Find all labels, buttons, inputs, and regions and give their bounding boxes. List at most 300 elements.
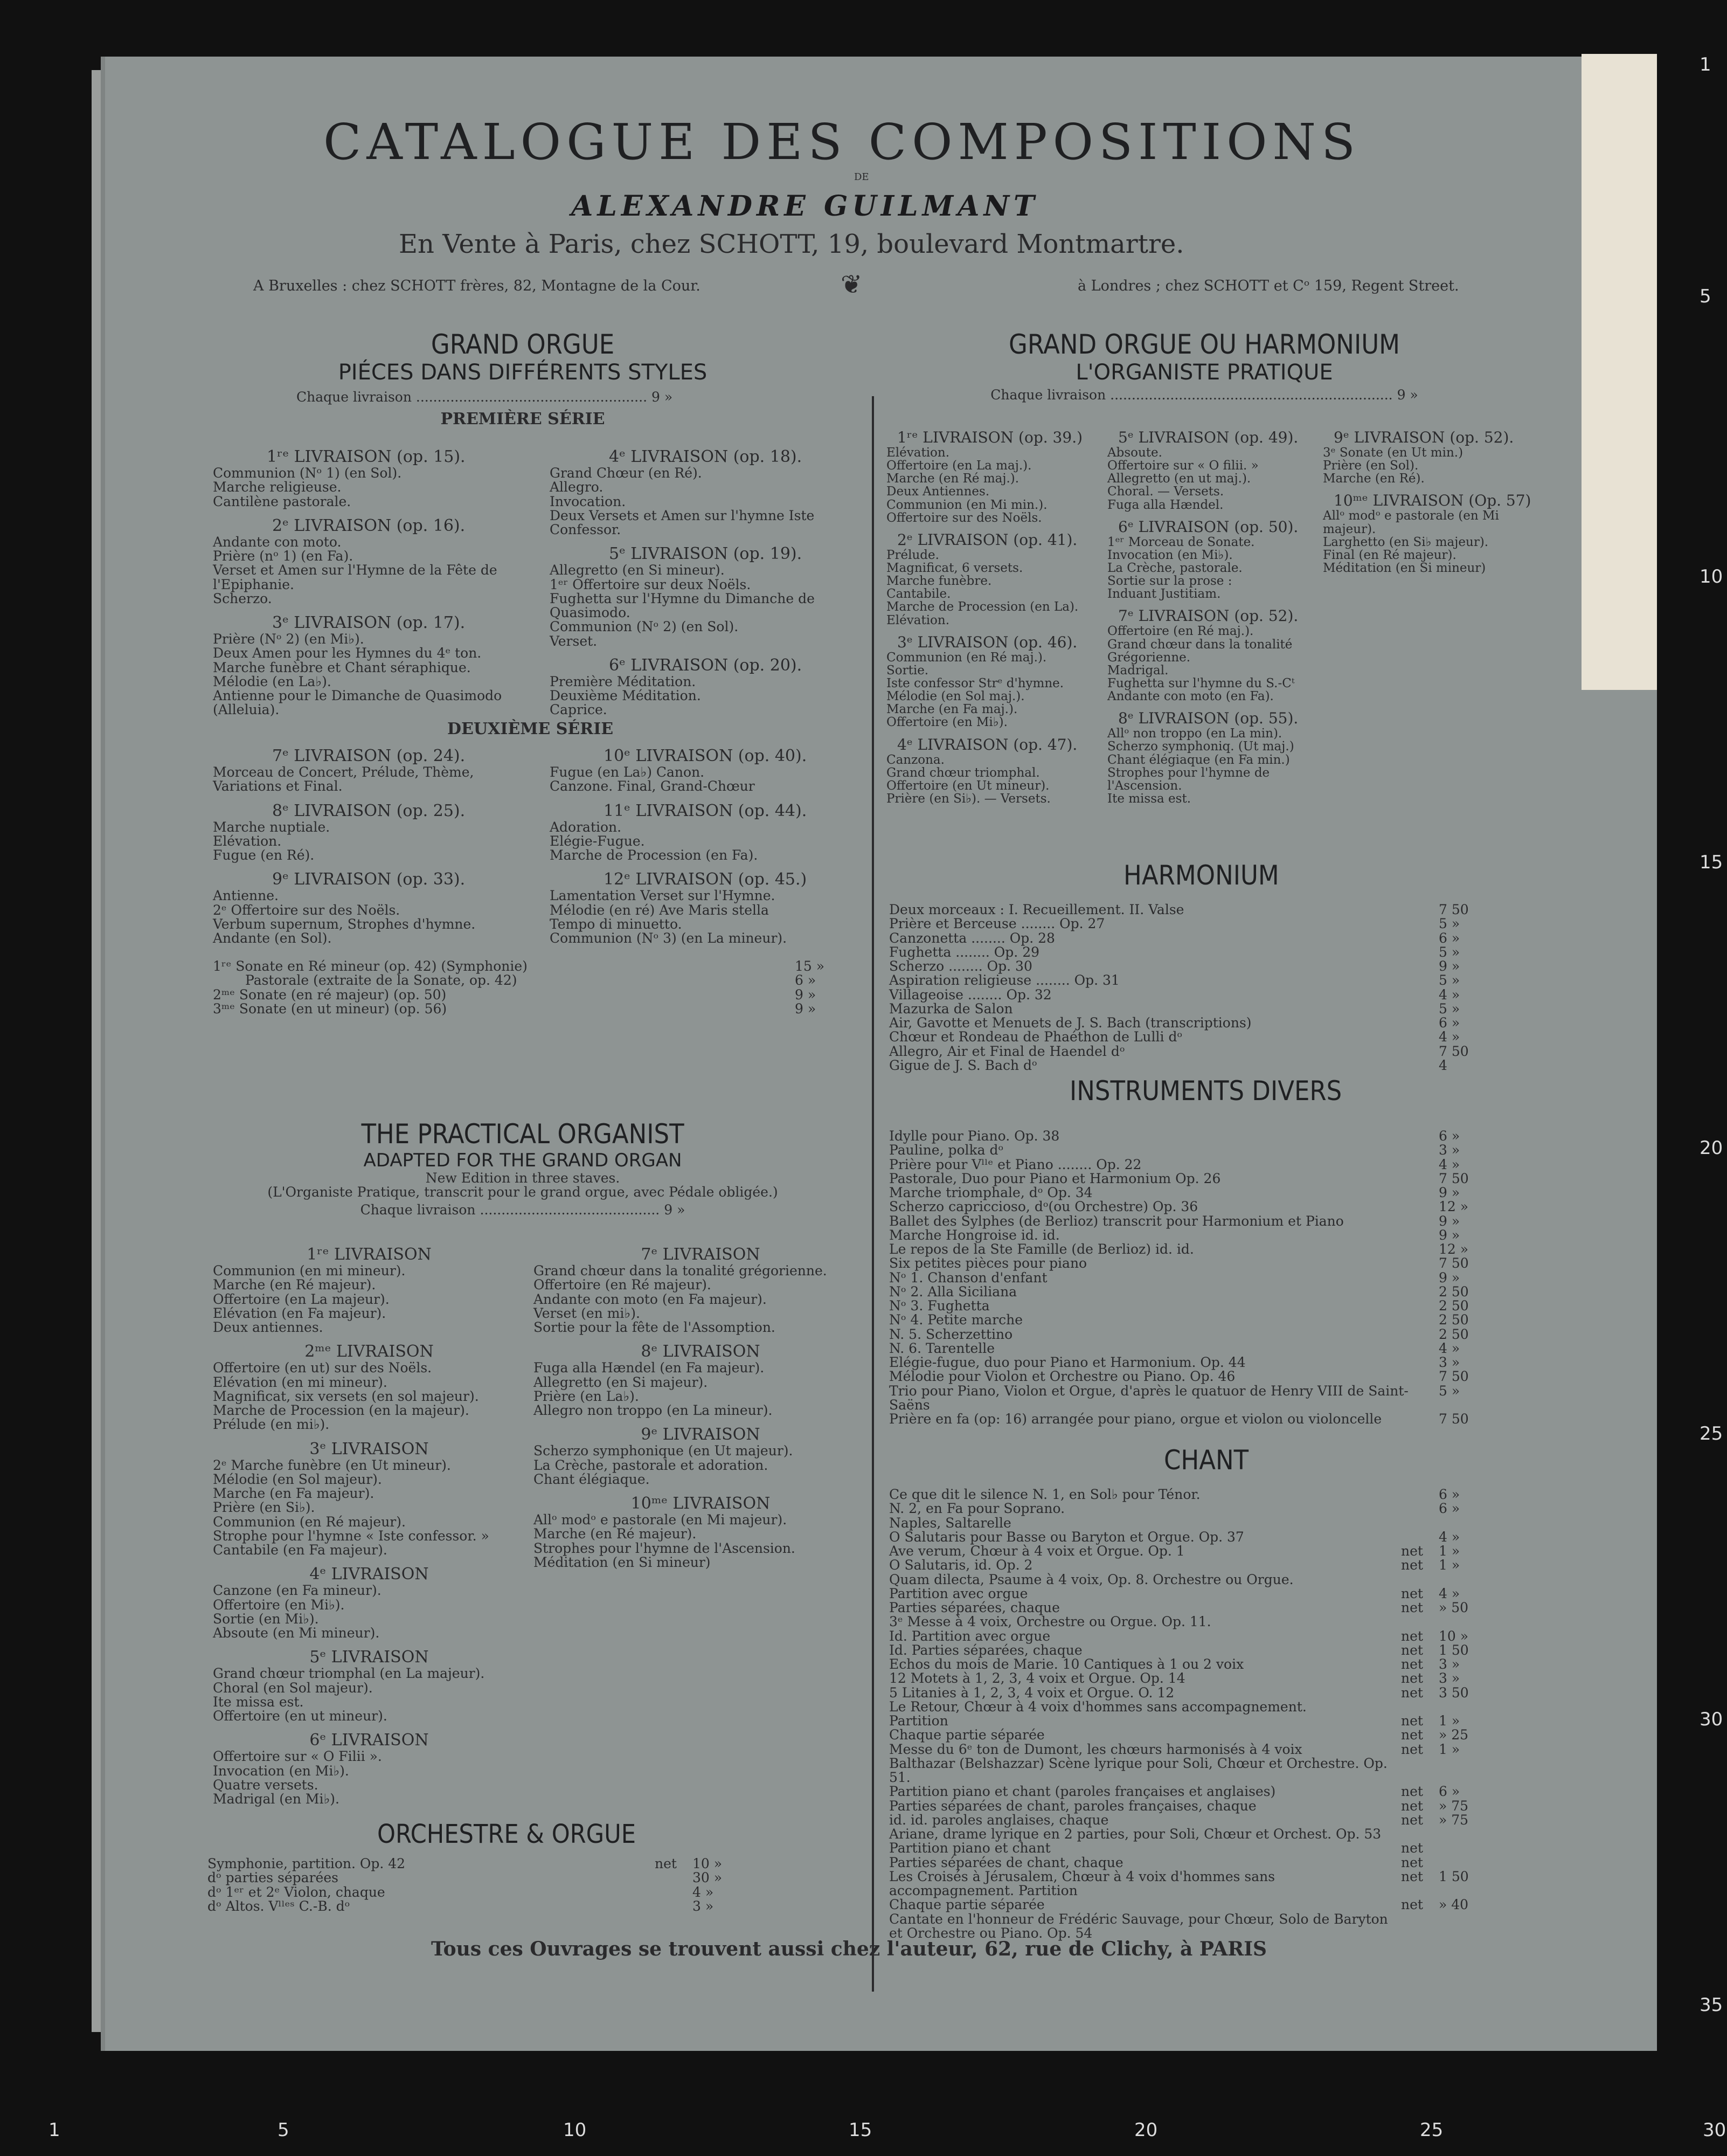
list-item: Sortie sur la prose :	[1107, 574, 1232, 589]
item-price: 1 »	[1439, 1741, 1460, 1757]
item-title: Villageoise ........ Op. 32	[889, 986, 1052, 1003]
item-price: 6 »	[1439, 1487, 1460, 1502]
list-item: Prière (en Sol).	[1323, 459, 1419, 473]
go-livraison-10: 10ᵉ LIVRAISON (op. 40).	[604, 747, 807, 765]
list-item: Strophes pour l'hymne de l'Ascension.	[533, 1540, 795, 1556]
price-row	[889, 1030, 1503, 1044]
list-item: Andante con moto.	[213, 534, 342, 550]
item-price: 4	[1439, 1057, 1447, 1073]
item-title: Le Retour, Chœur à 4 voix d'hommes sans accompagnement.	[889, 1698, 1307, 1715]
net-label: net	[1401, 1741, 1423, 1757]
item-price: 4 »	[1439, 1529, 1460, 1545]
item-price: 3 »	[692, 1898, 714, 1914]
organiste-heading: GRAND ORGUE OU HARMONIUM	[1009, 329, 1400, 360]
price-row	[889, 1686, 1503, 1700]
price-row	[889, 1328, 1503, 1342]
list-item: Offertoire (en ut) sur des Noëls.	[213, 1360, 432, 1376]
price-row	[889, 1615, 1503, 1629]
sonate-row	[213, 973, 859, 987]
go-right-col-1	[550, 447, 868, 717]
list-item: Offertoire (en Mi♭).	[886, 715, 1008, 730]
practical-livraison: 8ᵉ LIVRAISON	[641, 1342, 760, 1362]
item-price: 2 50	[1439, 1326, 1469, 1342]
practical-subheading: ADAPTED FOR THE GRAND ORGAN	[363, 1150, 682, 1171]
list-item: Allᵒ non troppo (en La min).	[1107, 727, 1282, 741]
grand-orgue-price-line: Chaque livraison ...................................................... 9 »	[296, 389, 673, 405]
item-title: Canzonetta ........ Op. 28	[889, 930, 1055, 946]
price-row	[889, 1558, 1503, 1572]
practical-livraison: 7ᵉ LIVRAISON	[641, 1245, 760, 1264]
item-price: 9 »	[1439, 1227, 1460, 1243]
item-price	[1439, 1856, 1503, 1870]
item-price: 6 »	[1439, 930, 1460, 946]
ruler-label: 20	[1700, 1137, 1723, 1159]
go-list-4	[550, 466, 868, 537]
list-item: Lamentation Verset sur l'Hymne.	[550, 888, 775, 904]
sonate-price: 9 »	[795, 986, 816, 1003]
list-item: Tempo di minuetto.	[550, 916, 682, 932]
price-row	[889, 1643, 1503, 1657]
list-item: Absoute.	[1107, 446, 1162, 460]
list-item: Offertoire (en Mi♭).	[213, 1597, 345, 1613]
price-row	[889, 1356, 1503, 1370]
go-list-8	[213, 820, 525, 863]
item-title: Scherzo ........ Op. 30	[889, 958, 1032, 974]
net-label: net	[1401, 1798, 1423, 1814]
sonate-price: 15 »	[795, 958, 825, 974]
item-price: 4 »	[1439, 1340, 1460, 1356]
item-title: Naples, Saltarelle	[889, 1515, 1011, 1531]
item-title: dᵒ parties séparées	[207, 1870, 338, 1886]
practical-livraison: 6ᵉ LIVRAISON	[309, 1731, 429, 1750]
item-title: Marche triomphale, dᵒ Op. 34	[889, 1185, 1093, 1200]
ruler-label: 30	[1700, 1709, 1723, 1730]
list-item: Allegretto (en Si mineur).	[550, 562, 725, 578]
list-item: Deux Versets et Amen sur l'hymne Iste Confessor.	[550, 507, 815, 537]
list-item: 3ᵉ Sonate (en Ut min.)	[1323, 446, 1464, 460]
net-label	[1401, 1615, 1439, 1629]
item-title: Chaque partie séparée	[889, 1897, 1045, 1913]
net-label: net	[1401, 1727, 1423, 1743]
item-title: N. 6. Tarentelle	[889, 1340, 995, 1356]
list-item: 1ᵉʳ Morceau de Sonate.	[1107, 535, 1255, 549]
practical-livraison: 2ᵐᵉ LIVRAISON	[304, 1342, 434, 1362]
price-row	[207, 1871, 757, 1885]
item-title: Cantate en l'honneur de Frédéric Sauvage, pour Chœur, Solo de Baryton et Orchestre ou Piano. Op. 54	[889, 1911, 1388, 1941]
price-row	[889, 1671, 1503, 1685]
price-row	[889, 1573, 1503, 1587]
net-label: net	[1401, 1713, 1423, 1729]
go-left-col-1	[213, 447, 515, 717]
list-item: Allegro.	[550, 479, 604, 495]
item-price: 5 »	[1439, 916, 1460, 932]
op-col-2	[1107, 429, 1323, 805]
price-value: 9 »	[664, 1201, 685, 1218]
list-item: Adoration.	[550, 819, 622, 835]
list-item: Marche funèbre.	[886, 574, 992, 589]
op-livraison: 9ᵉ LIVRAISON (op. 52).	[1334, 429, 1514, 446]
price-row	[889, 917, 1503, 931]
list-item: Allᵒ modᵒ e pastorale (en Mi majeur).	[533, 1512, 787, 1528]
list-item: Morceau de Concert, Prélude, Thème, Variations et Final.	[213, 764, 474, 794]
list-item: Allᵒ modᵒ e pastorale (en Mi majeur).	[1323, 509, 1499, 536]
item-title: Ave verum, Chœur à 4 voix et Orgue. Op. 1	[889, 1543, 1185, 1559]
price-row	[889, 1158, 1503, 1172]
practical-livraison: 4ᵉ LIVRAISON	[309, 1565, 429, 1584]
list-item: Cantilène pastorale.	[213, 493, 351, 509]
list-item: Marche religieuse.	[213, 479, 342, 495]
instruments-list	[889, 1129, 1503, 1426]
price-row	[889, 1728, 1503, 1742]
go-list-12	[550, 889, 868, 945]
item-price: 7 50	[1439, 902, 1469, 917]
ruler-label: 25	[1700, 1423, 1723, 1445]
list-item: Allegro non troppo (en La mineur).	[533, 1402, 773, 1418]
item-price: 3 50	[1439, 1684, 1469, 1701]
item-price	[1439, 1912, 1503, 1941]
item-price: 7 50	[1439, 1369, 1469, 1385]
price-row	[889, 1757, 1503, 1785]
sonates-list	[213, 959, 859, 1016]
item-title: 12 Motets à 1, 2, 3, 4 voix et Orgue. Op. 14	[889, 1670, 1185, 1687]
price-row	[207, 1899, 757, 1913]
list-item: Offertoire (en La majeur).	[213, 1291, 390, 1307]
price-row	[889, 1172, 1503, 1186]
organiste-subheading: L'ORGANISTE PRATIQUE	[1076, 360, 1333, 385]
item-price: 4 »	[692, 1884, 714, 1900]
list-item: Marche (en Ré majeur).	[533, 1526, 697, 1542]
list-item: Grand chœur triomphal.	[886, 765, 1040, 780]
price-row	[889, 1700, 1503, 1714]
price-row	[889, 1530, 1503, 1544]
item-price	[1439, 1700, 1503, 1714]
price-row	[889, 1200, 1503, 1214]
list-item: Andante con moto (en Fa).	[1107, 689, 1274, 704]
item-price: 4 »	[1439, 1585, 1460, 1601]
practical-livraison: 9ᵉ LIVRAISON	[641, 1425, 760, 1445]
item-price	[1439, 1827, 1503, 1841]
go-livraison-4: 4ᵉ LIVRAISON (op. 18).	[609, 447, 802, 466]
go-livraison-8: 8ᵉ LIVRAISON (op. 25).	[272, 801, 466, 820]
chant-list	[889, 1488, 1503, 1940]
item-price: » 75	[1439, 1798, 1469, 1814]
net-label: net	[1401, 1642, 1423, 1658]
item-price	[1439, 1841, 1503, 1855]
list-item: Offertoire (en Ut mineur).	[886, 778, 1050, 793]
go-livraison-5: 5ᵉ LIVRAISON (op. 19).	[609, 544, 802, 564]
go-livraison-6: 6ᵉ LIVRAISON (op. 20).	[609, 655, 802, 675]
go-livraison-3: 3ᵉ LIVRAISON (op. 17).	[272, 613, 466, 632]
price-row	[207, 1857, 757, 1871]
price-row	[889, 1342, 1503, 1356]
composer-name: ALEXANDRE GUILMANT	[571, 190, 1039, 223]
price-label: Chaque livraison	[990, 387, 1106, 403]
item-price: 7 50	[1439, 1255, 1469, 1272]
price-label: Chaque livraison	[296, 389, 412, 405]
list-item: Magnificat, six versets (en sol majeur).	[213, 1388, 479, 1404]
item-price: 3 »	[1439, 1656, 1460, 1672]
list-item: Deuxième Méditation.	[550, 688, 701, 703]
item-title: Aspiration religieuse ........ Op. 31	[889, 972, 1120, 989]
ruler-label: 15	[849, 2119, 872, 2141]
list-item: Marche (en Ré majeur).	[213, 1277, 376, 1293]
ruler-label: 10	[563, 2119, 587, 2141]
go-list-11	[550, 820, 868, 863]
item-title: N. 2, en Fa pour Soprano.	[889, 1501, 1065, 1517]
net-label: net	[655, 1856, 677, 1871]
list-item: Marche funèbre et Chant séraphique.	[213, 659, 471, 675]
price-row	[889, 1870, 1503, 1898]
item-title: Prière et Berceuse ........ Op. 27	[889, 916, 1105, 932]
item-price: » 25	[1439, 1727, 1469, 1743]
price-row	[889, 1841, 1503, 1855]
list-item: Choral (en Sol majeur).	[213, 1680, 373, 1696]
chant-heading: CHANT	[1164, 1445, 1249, 1476]
list-item: Invocation (en Mi♭).	[213, 1763, 349, 1779]
list-item: Offertoire sur des Noëls.	[886, 510, 1042, 525]
item-price: 3 »	[1439, 1670, 1460, 1687]
ruler-label: 35	[1700, 1994, 1723, 2016]
list-item: Allegretto (en ut maj.).	[1107, 472, 1251, 486]
list-item: Marche (en Ré).	[1323, 472, 1425, 486]
list-item: Verbum supernum, Strophes d'hymne.	[213, 916, 476, 932]
list-item: Madrigal.	[1107, 663, 1169, 678]
item-title: Id. Parties séparées, chaque	[889, 1642, 1083, 1658]
item-title: Mazurka de Salon	[889, 1000, 1013, 1017]
go-livraison-2: 2ᵉ LIVRAISON (op. 16).	[272, 516, 466, 535]
net-label	[1401, 1700, 1439, 1714]
item-price: » 75	[1439, 1812, 1469, 1828]
practical-organist-section	[205, 1118, 841, 1217]
item-price: 2 50	[1439, 1283, 1469, 1300]
list-item: Strophe pour l'hymne « Iste confessor. »	[213, 1528, 489, 1544]
list-item: Madrigal (en Mi♭).	[213, 1791, 339, 1807]
op-livraison: 7ᵉ LIVRAISON (op. 52).	[1118, 607, 1299, 625]
grand-orgue-subheading: PIÉCES DANS DIFFÉRENTS STYLES	[338, 360, 708, 385]
price-row	[889, 1813, 1503, 1827]
list-item: Fughetta sur l'hymne du S.-Cᵗ	[1107, 676, 1295, 690]
list-item: Communion (en mi mineur).	[213, 1263, 406, 1279]
item-title: Parties séparées de chant, paroles françaises, chaque	[889, 1798, 1257, 1814]
price-row	[889, 1657, 1503, 1671]
list-item: Mélodie (en La♭).	[213, 673, 331, 689]
net-label	[1401, 1573, 1439, 1587]
list-item: Prière (nᵒ 1) (en Fa).	[213, 548, 353, 564]
price-row	[889, 1285, 1503, 1299]
organiste-pratique-section	[894, 329, 1514, 402]
list-item: Offertoire (en Ré majeur).	[533, 1277, 711, 1293]
net-label: net	[1401, 1812, 1423, 1828]
list-item: Fuga alla Hændel.	[1107, 497, 1224, 512]
ruler-label: 25	[1420, 2119, 1444, 2141]
price-row	[889, 1714, 1503, 1728]
item-price: 2 50	[1439, 1312, 1469, 1328]
list-item: Caprice.	[550, 702, 607, 718]
ruler-label: 30	[1703, 2119, 1726, 2141]
price-row	[889, 1186, 1503, 1200]
list-item: Fughetta sur l'Hymne du Dimanche de Quasimodo.	[550, 590, 815, 620]
item-price: » 40	[1439, 1897, 1469, 1913]
net-label: net	[1401, 1784, 1423, 1800]
list-item: Offertoire sur « O filii. »	[1107, 459, 1259, 473]
item-title: Fughetta ........ Op. 29	[889, 944, 1040, 960]
item-price: 7 50	[1439, 1411, 1469, 1427]
sonate-title: 3ᵐᵉ Sonate (en ut mineur) (op. 56)	[213, 1000, 447, 1017]
price-row	[889, 1214, 1503, 1228]
op-livraison: 10ᵐᵉ LIVRAISON (Op. 57)	[1334, 492, 1531, 510]
list-item: Canzone. Final, Grand-Chœur	[550, 778, 755, 794]
price-row	[889, 988, 1503, 1002]
practical-note: (L'Organiste Pratique, transcrit pour le grand orgue, avec Pédale obligée.)	[267, 1184, 778, 1200]
price-row	[889, 1299, 1503, 1313]
item-price	[1439, 1516, 1503, 1530]
list-item: Ite missa est.	[1107, 791, 1191, 806]
item-title: Nᵒ 3. Fughetta	[889, 1298, 990, 1314]
list-item: Marche (en Ré maj.).	[886, 472, 1019, 486]
list-item: Sortie (en Mi♭).	[213, 1611, 319, 1627]
net-label	[1401, 1516, 1439, 1530]
list-item: Antienne pour le Dimanche de Quasimodo (Alleluia).	[213, 688, 502, 718]
sonate-title: Pastorale (extraite de la Sonate, op. 42)	[245, 972, 517, 989]
list-item: Choral. — Versets.	[1107, 485, 1224, 499]
ornament-icon: ❦	[841, 270, 863, 300]
net-label: net	[1401, 1670, 1423, 1687]
price-row	[889, 1785, 1503, 1799]
sonate-row	[213, 1002, 859, 1016]
ruler-label: 20	[1134, 2119, 1158, 2141]
sonate-price: 9 »	[795, 1000, 816, 1017]
list-item: Prière (en Si♭). — Versets.	[886, 791, 1051, 806]
item-title: Ballet des Sylphes (de Berlioz) transcrit pour Harmonium et Piano	[889, 1213, 1344, 1229]
publisher-londres: à Londres ; chez SCHOTT et Cᵒ 159, Regent Street.	[1078, 278, 1459, 294]
price-row	[889, 1384, 1503, 1413]
list-item: Première Méditation.	[550, 673, 696, 689]
sonate-title: 1ʳᵉ Sonate en Ré mineur (op. 42) (Symphonie)	[213, 958, 528, 974]
sonate-row	[213, 988, 859, 1002]
practical-livraison: 10ᵐᵉ LIVRAISON	[630, 1494, 771, 1513]
item-title: Ariane, drame lyrique en 2 parties, pour Soli, Chœur et Orchest. Op. 53	[889, 1826, 1382, 1842]
item-price: 7 50	[1439, 1170, 1469, 1186]
list-item: Communion (en Ré majeur).	[213, 1514, 406, 1530]
price-label: Chaque livraison	[360, 1201, 476, 1218]
practical-price-line: Chaque livraison .......................................... 9 »	[360, 1201, 685, 1218]
list-item: Mélodie (en Sol majeur).	[213, 1471, 382, 1487]
go-livraison-11: 11ᵉ LIVRAISON (op. 44).	[604, 801, 807, 820]
list-item: Invocation.	[550, 493, 626, 509]
ruler-right	[1692, 0, 1727, 2156]
go-livraison-7: 7ᵉ LIVRAISON (op. 24).	[272, 747, 466, 765]
list-item: Mélodie (en ré) Ave Maris stella	[550, 902, 769, 918]
go-right-col-2	[550, 747, 868, 945]
price-row	[889, 1313, 1503, 1327]
item-title: Pastorale, Duo pour Piano et Harmonium Op. 26	[889, 1170, 1221, 1186]
list-item: Fuga alla Hændel (en Fa majeur).	[533, 1360, 765, 1376]
item-title: Marche Hongroise id. id.	[889, 1227, 1060, 1243]
list-item: Communion (Nᵒ 1) (en Sol).	[213, 465, 402, 481]
list-item: Deux antiennes.	[213, 1319, 323, 1335]
item-title: Six petites pièces pour piano	[889, 1255, 1087, 1272]
list-item: Cantabile (en Fa majeur).	[213, 1542, 387, 1558]
practical-left-col	[213, 1245, 525, 1806]
item-price	[1439, 1757, 1503, 1785]
list-item: Larghetto (en Si♭ majeur).	[1323, 535, 1489, 549]
op-col-1	[886, 429, 1107, 805]
go-list-6	[550, 675, 868, 717]
price-row	[889, 1370, 1503, 1384]
price-row	[889, 1587, 1503, 1601]
item-price: 5 »	[1439, 944, 1460, 960]
price-value: 9 »	[651, 389, 673, 405]
go-list-2	[213, 535, 515, 606]
item-price: 6 »	[1439, 1501, 1460, 1517]
net-label	[1401, 1912, 1439, 1941]
price-row	[889, 1242, 1503, 1256]
item-price: 12 »	[1439, 1241, 1469, 1257]
item-title: Symphonie, partition. Op. 42	[207, 1856, 406, 1871]
net-label: net	[1401, 1868, 1423, 1884]
price-row	[889, 1912, 1503, 1941]
price-row	[889, 1228, 1503, 1242]
orchestre-heading: ORCHESTRE & ORGUE	[377, 1819, 636, 1849]
item-price: 1 »	[1439, 1557, 1460, 1573]
net-label	[1401, 1757, 1439, 1785]
item-title: O Salutaris, id. Op. 2	[889, 1557, 1033, 1573]
list-item: Grand chœur triomphal (en La majeur).	[213, 1666, 485, 1682]
list-item: Scherzo.	[213, 590, 272, 606]
item-title: Nᵒ 4. Petite marche	[889, 1312, 1023, 1328]
list-item: Communion (en Mi min.).	[886, 497, 1048, 512]
item-price: 3 »	[1439, 1355, 1460, 1370]
list-item: La Crèche, pastorale.	[1107, 561, 1243, 575]
go-list-1	[213, 466, 515, 509]
list-item: Communion (en Ré maj.).	[886, 650, 1047, 665]
item-title: Balthazar (Belshazzar) Scène lyrique pour Soli, Chœur et Orchestre. Op. 51.	[889, 1755, 1388, 1785]
item-title: 5 Litanies à 1, 2, 3, 4 voix et Orgue. O. 12	[889, 1684, 1175, 1701]
price-row	[889, 973, 1503, 987]
price-row	[889, 1045, 1503, 1059]
item-title: Deux morceaux : I. Recueillement. II. Valse	[889, 902, 1184, 917]
price-row	[889, 1143, 1503, 1157]
net-label: net	[1401, 1684, 1423, 1701]
item-title: dᵒ 1ᵉʳ et 2ᵉ Violon, chaque	[207, 1884, 385, 1900]
item-title: Messe du 6ᵉ ton de Dumont, les chœurs harmonisés à 4 voix	[889, 1741, 1302, 1757]
price-row	[889, 959, 1503, 973]
list-item: Iste confessor Strᵉ d'hymne.	[886, 676, 1064, 690]
practical-right-col	[533, 1245, 868, 1570]
list-item: Prière (en Si♭).	[213, 1499, 315, 1516]
item-title: N. 5. Scherzettino	[889, 1326, 1013, 1342]
go-left-col-2	[213, 747, 525, 945]
item-title: Trio pour Piano, Violon et Orgue, d'après le quatuor de Henry VIII de Saint-Saëns	[889, 1383, 1409, 1413]
list-item: Méditation (en Si mineur)	[533, 1554, 711, 1570]
net-label	[1401, 1502, 1439, 1516]
net-label: net	[1401, 1628, 1423, 1644]
item-price	[1439, 1615, 1503, 1629]
price-row	[889, 1898, 1503, 1912]
list-item: Verset (en mi♭).	[533, 1305, 640, 1321]
list-item: Marche (en Fa maj.).	[886, 702, 1018, 717]
item-price: 1 »	[1439, 1543, 1460, 1559]
price-row	[889, 1502, 1503, 1516]
price-row	[889, 1016, 1503, 1030]
list-item: Elévation (en mi mineur).	[213, 1374, 387, 1390]
list-item: Mélodie (en Sol maj.).	[886, 689, 1025, 704]
list-item: 2ᵉ Offertoire sur des Noëls.	[213, 902, 400, 918]
item-price: 6 »	[1439, 1015, 1460, 1031]
list-item: Sortie pour la fête de l'Assomption.	[533, 1319, 775, 1335]
list-item: Chant élégiaque.	[533, 1471, 650, 1487]
net-label: net	[1401, 1600, 1423, 1615]
